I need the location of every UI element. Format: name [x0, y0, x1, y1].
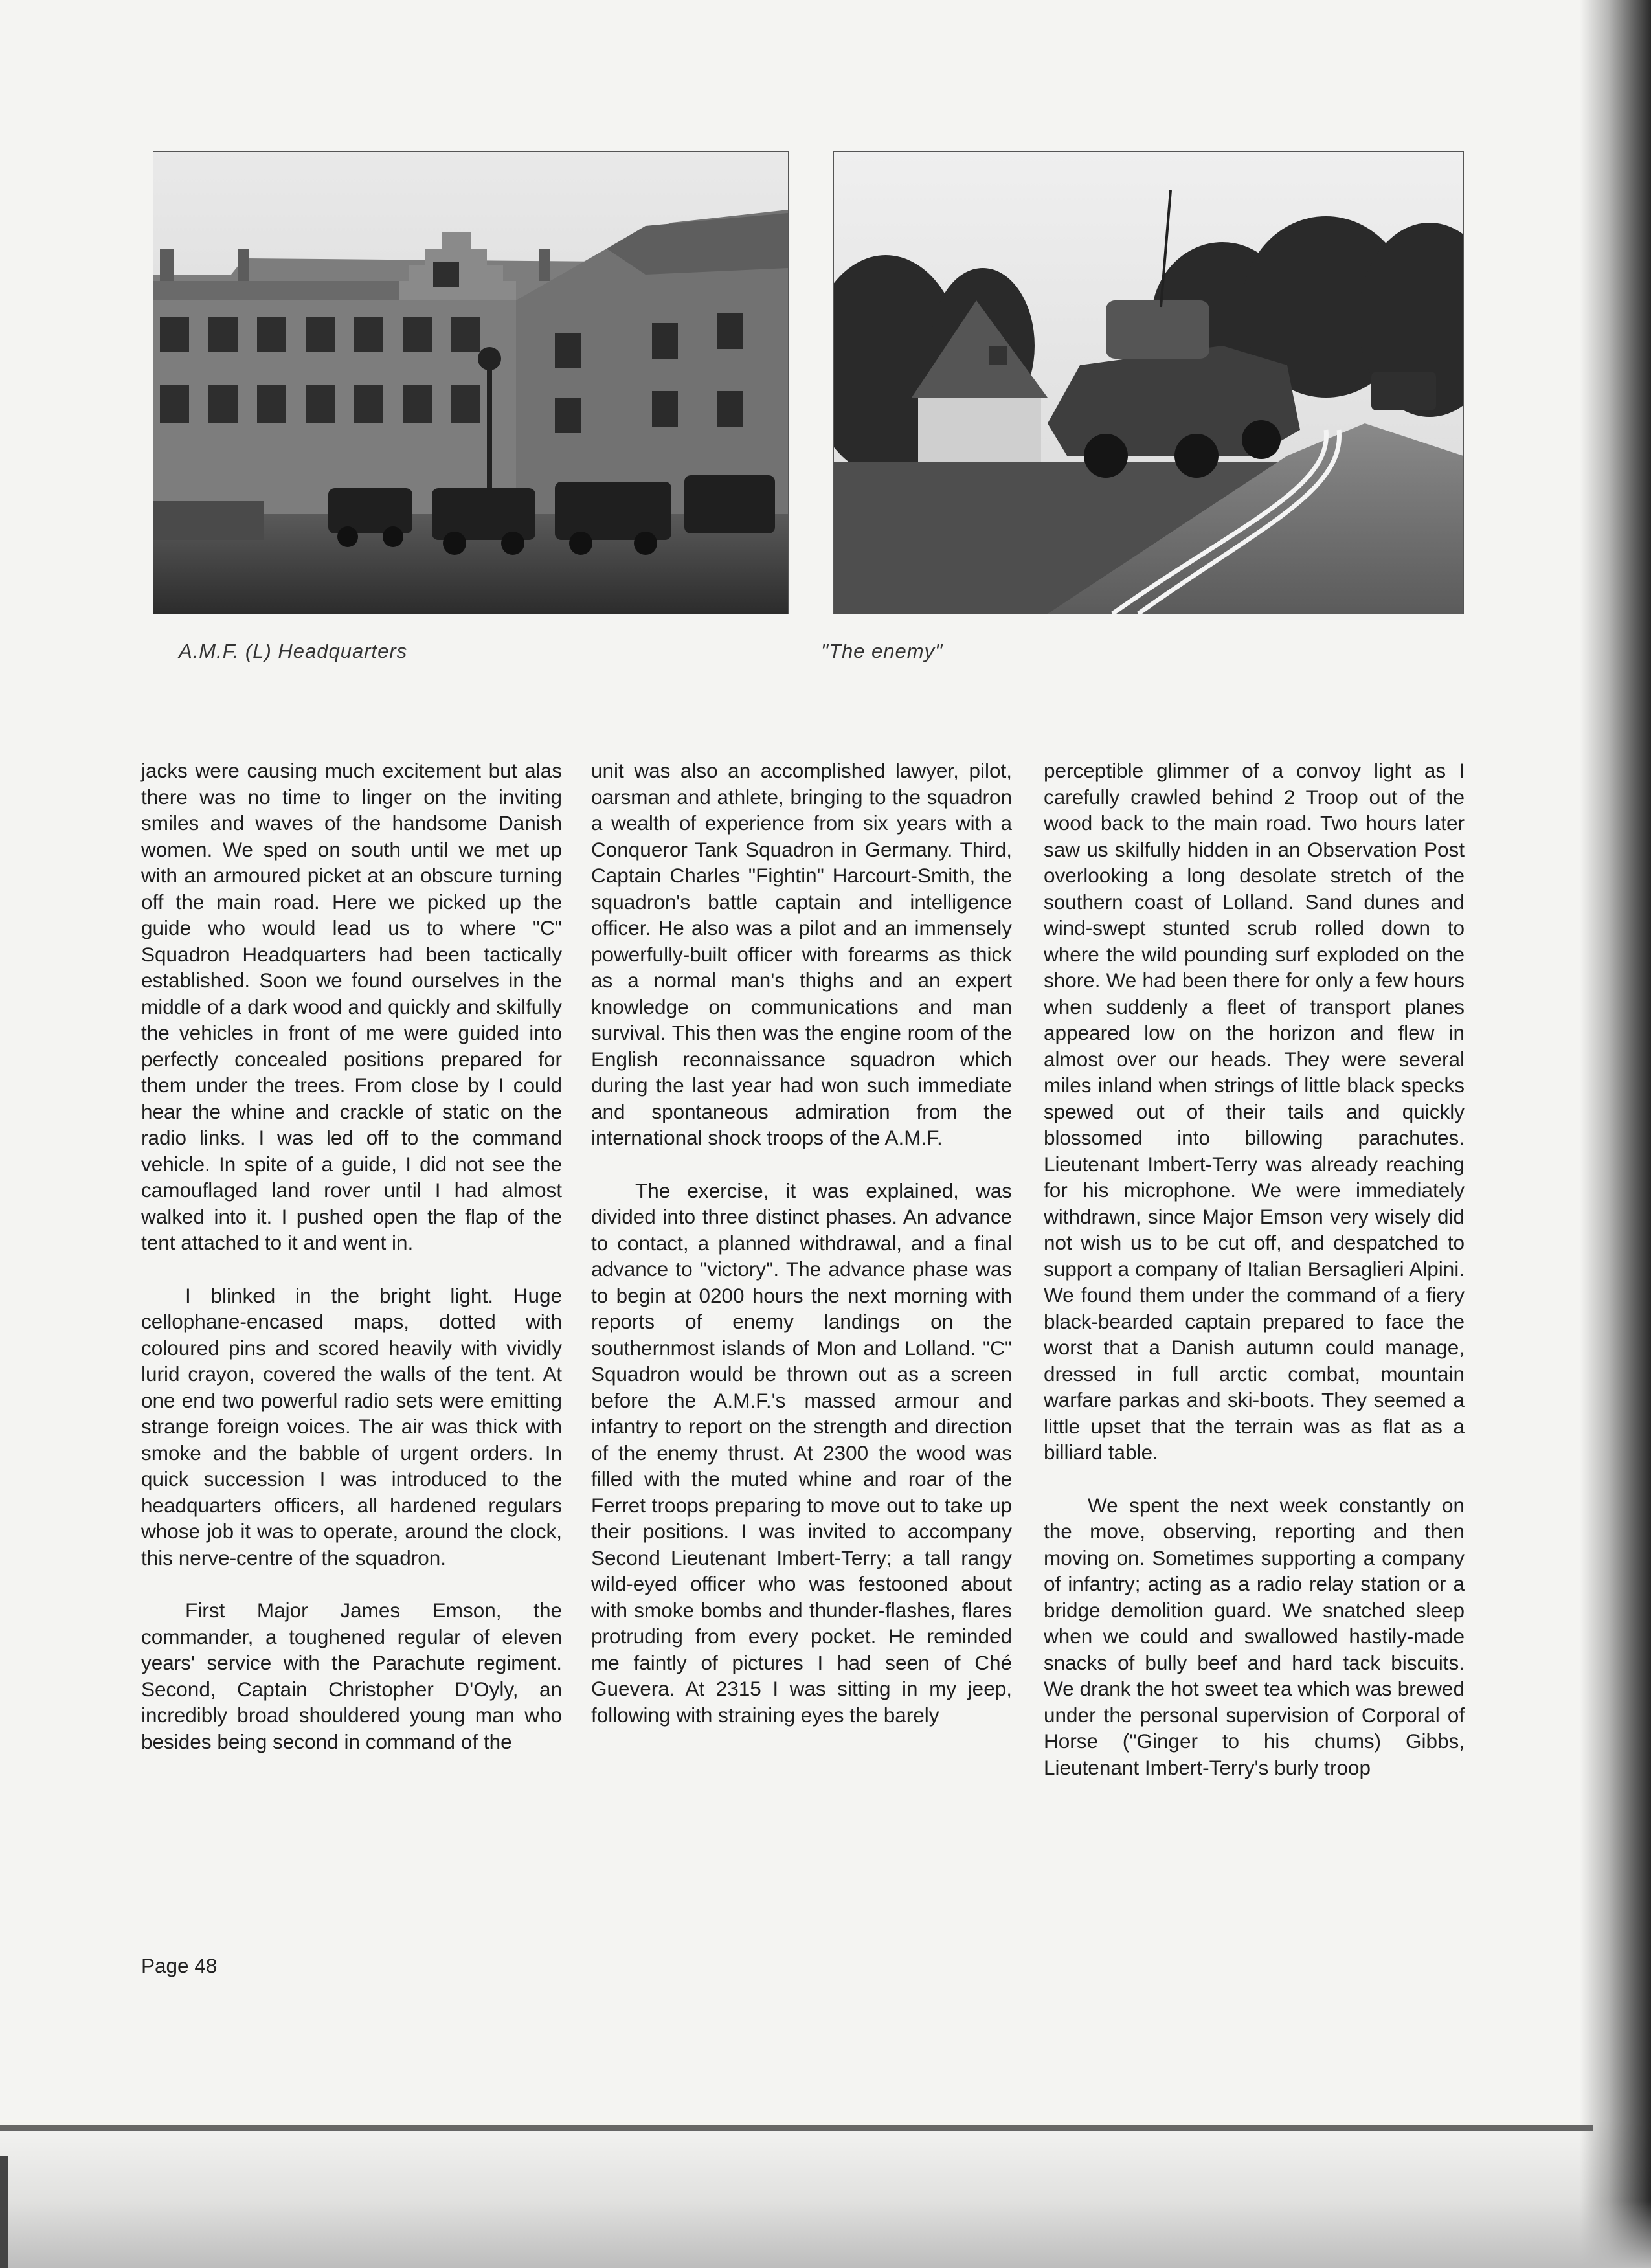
headquarters-photo	[153, 151, 789, 614]
paragraph: jacks were causing much excitement but alas there was no time to linger on the inviting smiles and waves of the handsome Danish women. We sped on south until we met up with an armoured picket at an obscure turning off the main road. Here we picked up the guide who would lead us to where "C" Squadron Headquarters had been tactically established. Soon we found ourselves in the middle of a dark wood and quickly and skilfully the vehicles in front of me were guided into perfectly concealed positions prepared for them under the trees. From close by I could hear the whine and crackle of static on the radio links. I was led off to the command vehicle. In spite of a guide, I did not see the camouflaged land rover until I had almost walked into it. I pushed open the flap of the tent attached to it and went in.	[141, 759, 562, 1254]
paragraph: I blinked in the bright light. Huge cellophane-encased maps, dotted with coloured pins and scored heavily with vividly lurid crayon, covered the walls of the tent. At one end two powerful radio sets were emitting strange foreign voices. The air was thick with smoke and the babble of urgent orders. In quick succession I was introduced to the headquarters officers, all hardened regulars whose job it was to operate, around the clock, this nerve-centre of the squadron.	[141, 1283, 562, 1569]
page-bottom-shadow	[0, 2119, 1651, 2268]
enemy-caption: "The enemy"	[821, 640, 943, 662]
paragraph: The exercise, it was explained, was divided into three distinct phases. An advance to contact, a planned withdrawal, and a final advance to "victory". The advance phase was to begin at 0200 hours the next morning with reports of enemy landings on the southernmost islands of Mon and Lolland. "C" Squadron would be thrown out as a screen before the A.M.F.'s massed armour and infantry to report on the strength and direction of the enemy thrust. At 2300 the wood was filled with the muted whine and roar of the Ferret troops preparing to move out to take up their positions. I was invited to accompany Second Lieutenant Imbert-Terry; a tall rangy wild-eyed officer who was festooned about with smoke bombs and thunder-flashes, flares protruding from every pocket. He reminded me faintly of pictures I had seen of Ché Guevera. At 2315 I was sitting in my jeep, following with straining eyes the barely	[591, 1178, 1012, 1727]
headquarters-caption: A.M.F. (L) Headquarters	[179, 640, 408, 662]
article-column-2	[591, 758, 1012, 1755]
page-edge-shadow	[1580, 0, 1651, 2268]
page-bottom-edge	[0, 2125, 1593, 2131]
enemy-photo	[833, 151, 1464, 614]
page-number: Page 48	[141, 1954, 218, 1977]
paragraph: We spent the next week constantly on the move, observing, reporting and then moving on. Sometimes supporting a company of infantry; acting as a radio relay station or a bridge demolition guard. We snatched sleep when we could and swallowed hastily-made snacks of bully beef and hard tack biscuits. We drank the hot sweet tea which was brewed under the personal supervision of Corporal of Horse ("Ginger to his chums) Gibbs, Lieutenant Imbert-Terry's burly troop	[1044, 1493, 1465, 1779]
paragraph: First Major James Emson, the commander, a toughened regular of eleven years' service with the Parachute regiment. Second, Captain Christopher D'Oyly, an incredibly broad shouldered young man who besides being second in command of the	[141, 1599, 562, 1753]
article-column-1	[141, 758, 562, 1781]
paragraph: unit was also an accomplished lawyer, pilot, oarsman and athlete, bringing to the squadron a wealth of experience from six years with a Conqueror Tank Squadron in Germany. Third, Captain Charles "Fightin" Harcourt-Smith, the squadron's battle captain and intelligence officer. He also was a pilot and an immensely powerfully-built officer with forearms as thick as a normal man's thighs and an expert knowledge on communications and man survival. This then was the engine room of the English reconnaissance squadron which during the last year had won such immediate and spontaneous admiration from the international shock troops of the A.M.F.	[591, 759, 1012, 1149]
binding-edge	[0, 2156, 8, 2268]
paragraph: perceptible glimmer of a convoy light as I carefully crawled behind 2 Troop out of the wood back to the main road. Two hours later saw us skilfully hidden in an Observation Post overlooking a long desolate stretch of the southern coast of Lolland. Sand dunes and wind-swept stunted scrub rolled down to where the wild pounding surf exploded on the shore. We had been there for only a few hours when suddenly a fleet of transport planes appeared low on the horizon and flew in almost over our heads. They were several miles inland when strings of little black specks spewed out of their tails and quickly blossomed into billowing parachutes. Lieutenant Imbert-Terry was already reaching for his microphone. We were immediately withdrawn, since Major Emson very wisely did not wish us to be cut off, and despatched to support a company of Italian Bersaglieri Alpini. We found them under the command of a fiery black-bearded captain prepared to face the worst that a Danish autumn could manage, dressed in full arctic combat, mountain warfare parkas and ski-boots. They seemed a little upset that the terrain was as flat as a billiard table.	[1044, 759, 1465, 1464]
article-column-3	[1044, 758, 1465, 1807]
